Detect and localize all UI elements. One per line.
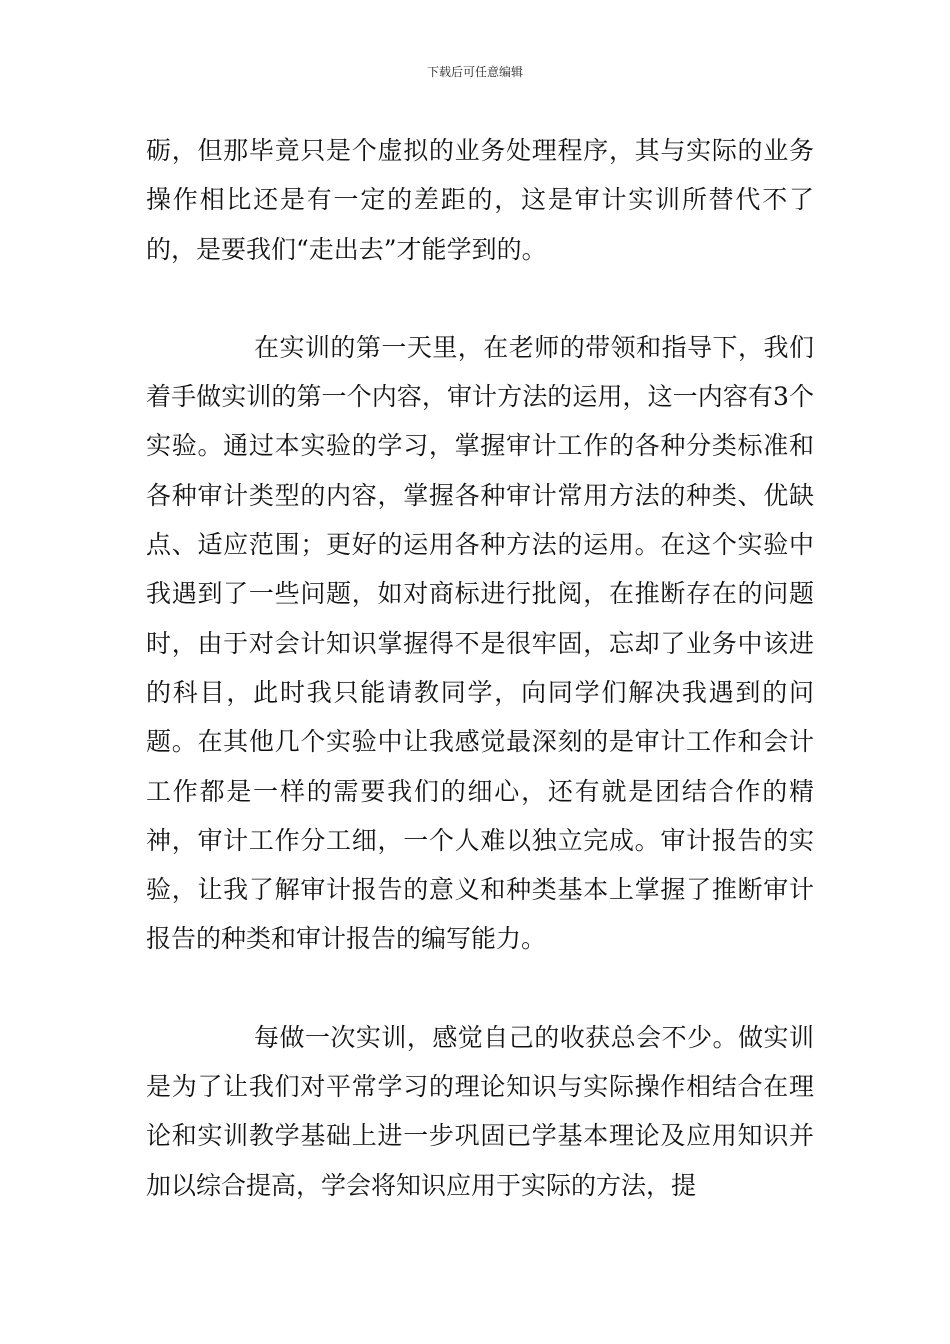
page-header-note: 下载后可任意编辑: [426, 65, 523, 79]
paragraph-1: 砺，但那毕竟只是个虚拟的业务处理程序，其与实际的业务操作相比还是有一定的差距的，这是审计实训所替代不了的，是要我们“走出去”才能学到的。: [146, 136, 814, 264]
paragraph-2: 在实训的第一天里，在老师的带领和指导下，我们着手做实训的第一个内容，审计方法的运用，这一内容有3个实验。通过本实验的学习，掌握审计工作的各种分类标准和各种审计类型的内容，掌握各种审计常用方法的种类、优缺点、适应范围；更好的运用各种方法的运用。在这个实验中我遇到了一些问题，如对商标进行批阅，在推断存在的问题时，由于对会计知识掌握得不是很牢固，忘却了业务中该进的科目，此时我只能请教同学，向同学们解决我遇到的问题。在其他几个实验中让我感觉最深刻的是审计工作和会计工作都是一样的需要我们的细心，还有就是团结合作的精神，审计工作分工细，一个人难以独立完成。审计报告的实验，让我了解审计报告的意义和种类基本上掌握了推断审计报告的种类和审计报告的编写能力。: [146, 332, 814, 954]
paragraph-3: 每做一次实训，感觉自己的收获总会不少。做实训是为了让我们对平常学习的理论知识与实际操作相结合在理论和实训教学基础上进一步巩固已学基本理论及应用知识并加以综合提高，学会将知识应用于实际的方法，提: [146, 1022, 814, 1200]
document-body: [146, 126, 814, 1210]
